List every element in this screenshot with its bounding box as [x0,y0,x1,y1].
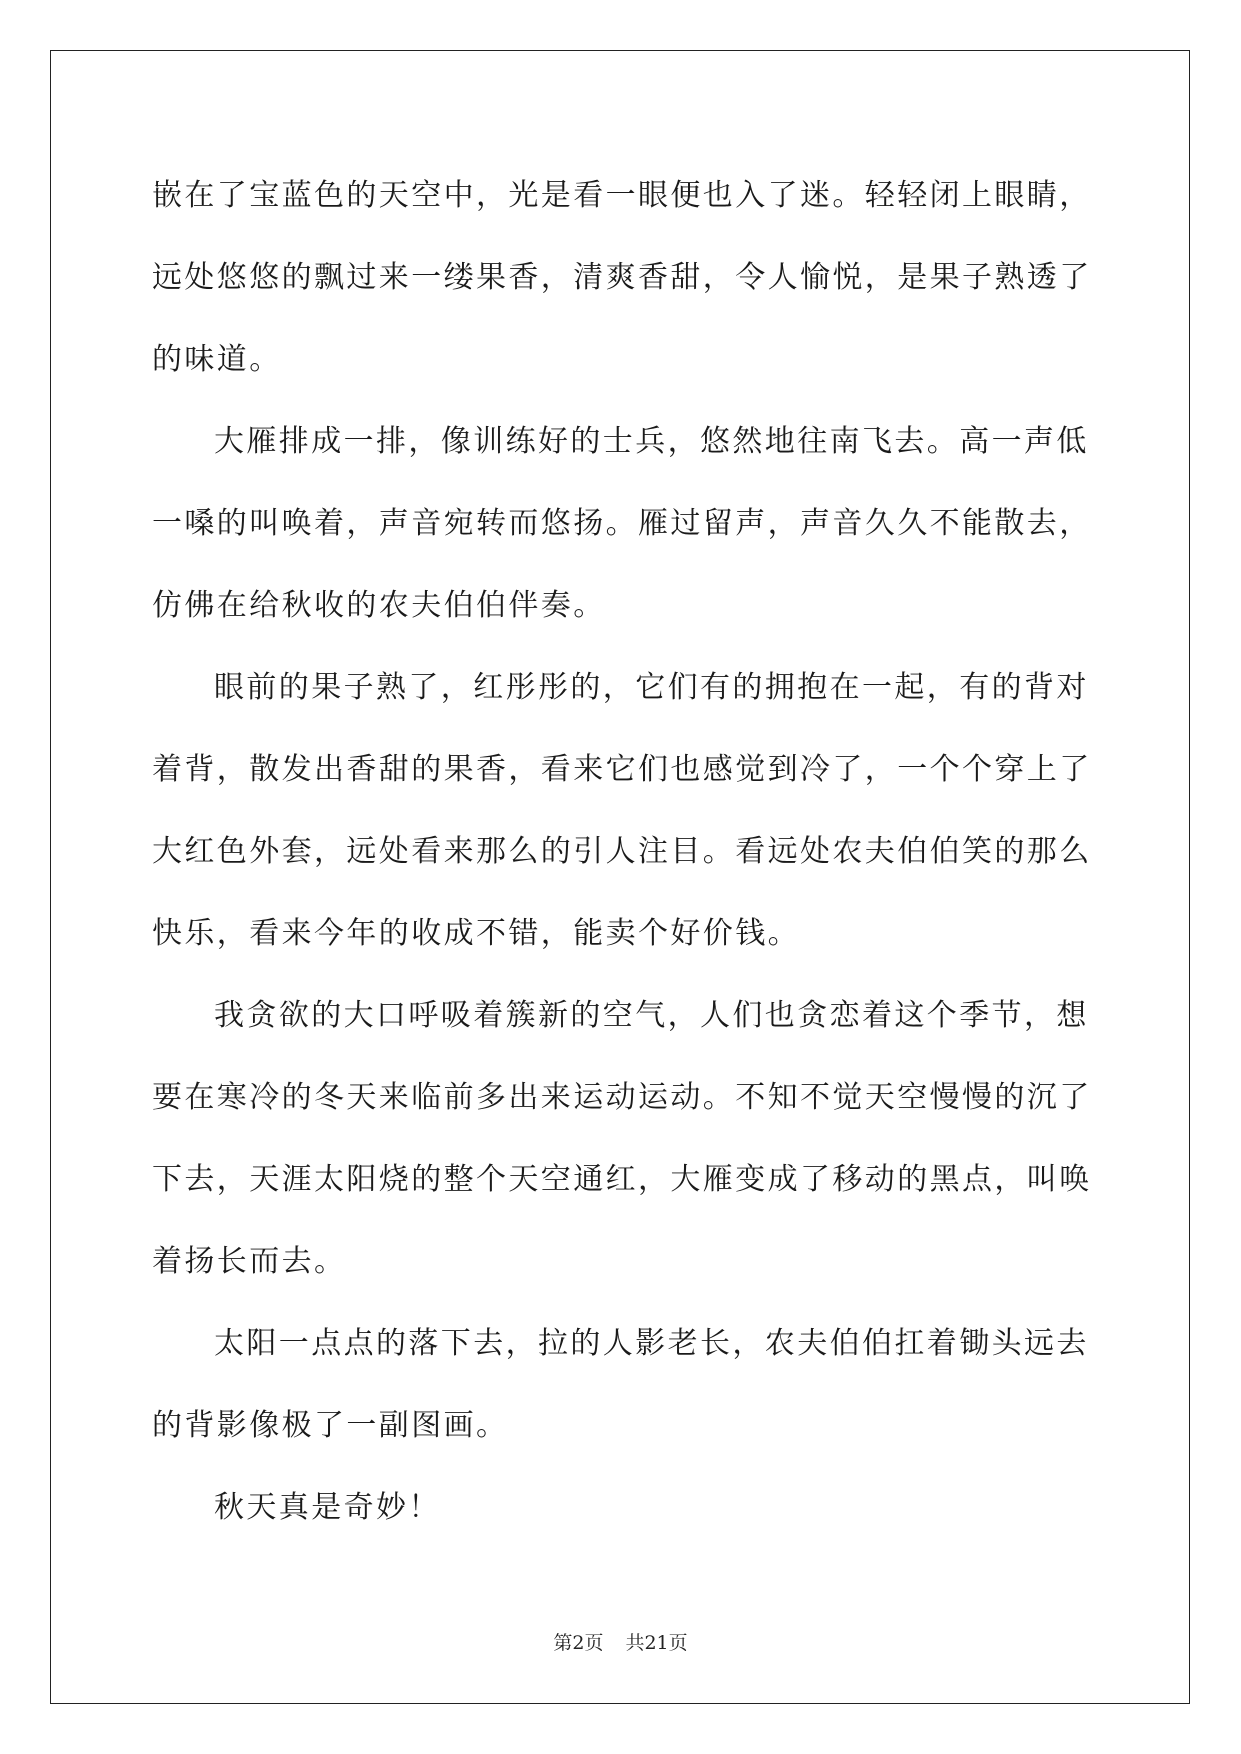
paragraph-1: 嵌在了宝蓝色的天空中，光是看一眼便也入了迷。轻轻闭上眼睛，远处悠悠的飘过来一缕果香，清爽香甜，令人愉悦，是果子熟透了的味道。 [152,178,1092,377]
page-total: 共21页 [625,1632,688,1654]
page-number: 第2页 [553,1632,604,1654]
paragraph-2: 大雁排成一排，像训练好的士兵，悠然地往南飞去。高一声低一嗓的叫唤着，声音宛转而悠扬。雁过留声，声音久久不能散去，仿佛在给秋收的农夫伯伯伴奏。 [152,424,1092,623]
paragraph-4: 我贪欲的大口呼吸着簇新的空气，人们也贪恋着这个季节，想要在寒冷的冬天来临前多出来运动运动。不知不觉天空慢慢的沉了下去，天涯太阳烧的整个天空通红，大雁变成了移动的黑点，叫唤着扬长而去。 [152,998,1092,1279]
page-footer [0,1628,1241,1655]
paragraph-6: 秋天真是奇妙！ [214,1490,441,1525]
paragraph-5: 太阳一点点的落下去，拉的人影老长，农夫伯伯扛着锄头远去的背影像极了一副图画。 [152,1326,1089,1443]
document-body [152,155,1097,1549]
paragraph-3: 眼前的果子熟了，红彤彤的，它们有的拥抱在一起，有的背对着背，散发出香甜的果香，看来它们也感觉到冷了，一个个穿上了大红色外套，远处看来那么的引人注目。看远处农夫伯伯笑的那么快乐，看来今年的收成不错，能卖个好价钱。 [152,670,1092,951]
